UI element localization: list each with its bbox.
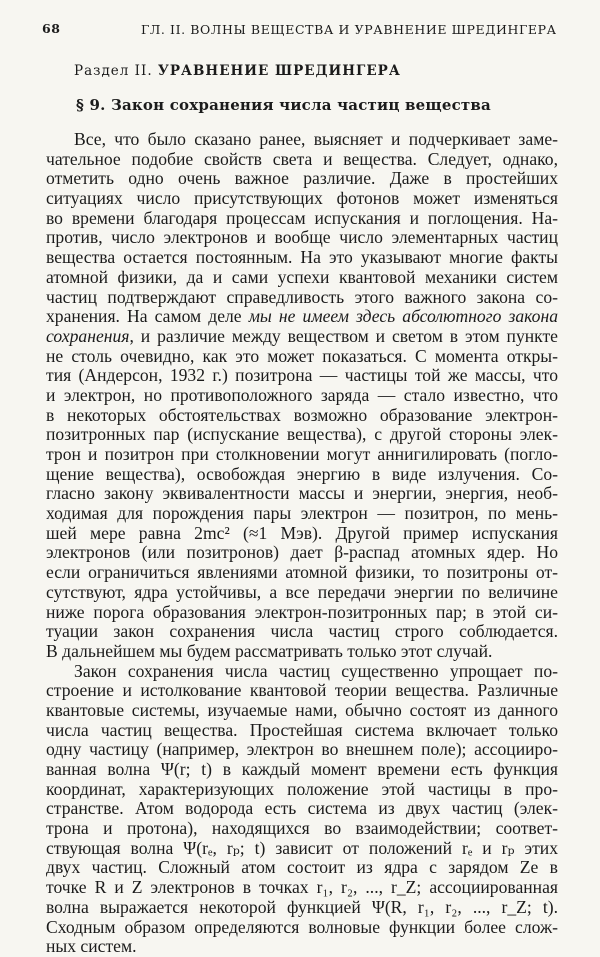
text-line — [46, 937, 558, 957]
page-number: 68 — [42, 21, 61, 36]
text-line-content: против, число электронов и вообще число элементарных частиц — [46, 228, 558, 248]
text-line — [46, 701, 558, 721]
text-line-content: ниже порога образования электрон-позитронных пар; в этой си- — [46, 602, 558, 622]
text-line — [46, 445, 558, 465]
text-line-content: гласно закону эквивалентности массы и энергии, энергия, необ- — [46, 484, 558, 504]
text-line — [46, 681, 558, 701]
text-line-content: хранения. На самом деле — [46, 307, 249, 327]
text-line — [46, 169, 558, 189]
text-line — [46, 465, 558, 485]
text-line-content: Сходным образом определяются волновые функции более слож- — [46, 917, 558, 937]
text-line — [46, 347, 558, 367]
text-line-content: вещества остается постоянным. На это указывают многие факты — [46, 248, 558, 268]
section-name: УРАВНЕНИЕ ШРЕДИНГЕРА — [157, 63, 401, 79]
text-line-content: не столь очевидно, как это может показаться. С момента откры- — [46, 346, 558, 366]
text-line-content: чательное подобие свойств света и вещества. Следует, однако, — [46, 149, 558, 169]
text-line-content: электронов (или позитронов) дает β-распад атомных ядер. Но — [46, 543, 558, 563]
text-line-content: ванная волна Ψ(r; t) в каждый момент времени есть функция — [46, 760, 558, 779]
text-line — [46, 248, 558, 268]
text-line — [46, 918, 558, 938]
text-line-content: щение вещества), освобождая энергию в виде излучения. Со- — [46, 464, 558, 484]
text-line — [46, 288, 558, 308]
section-heading — [74, 63, 401, 79]
text-line-content: Закон сохранения числа частиц существенно упрощает по- — [74, 661, 558, 681]
text-line-content: и электрон, но противоположного заряда — стало известно, что — [46, 385, 558, 405]
text-line — [46, 209, 558, 229]
text-line — [46, 603, 558, 623]
text-line — [46, 228, 558, 248]
text-line-content: строение и истолкование квантовой теории вещества. Различные — [46, 681, 558, 701]
text-line-content: двух частиц. Сложный атом состоит из ядра с зарядом Ze в — [46, 858, 558, 878]
running-header — [36, 21, 566, 39]
text-line-content: координат, характеризующих положение этой частицы в про- — [46, 779, 558, 799]
text-line-content: ситуациях число присутствующих фотонов может изменяться — [46, 189, 558, 209]
text-line-content: отметить одно очень важное различие. Даже в простейших — [46, 169, 558, 189]
text-line — [46, 622, 558, 642]
italic-emphasis: сохранения — [46, 326, 130, 346]
text-line — [46, 819, 558, 839]
text-line-content: тия (Андерсон, 1932 г.) позитрона — частицы той же массы, что — [46, 366, 558, 386]
text-line-content: частиц подтверждают справедливость этого важного закона со- — [46, 287, 558, 307]
text-line — [46, 799, 558, 819]
text-line-content: В дальнейшем мы будем рассматривать только этот случай. — [46, 641, 493, 661]
text-line-content: , и различие между веществом и светом в этом пункте — [129, 326, 558, 346]
text-line-content: точке R и Z электронов в точках r₁, r₂, ..., r_Z; ассоциированная — [46, 878, 558, 898]
italic-emphasis: мы не имеем здесь абсолютного закона — [248, 307, 558, 327]
text-line-content: одну частицу (например, электрон во внешнем поле); ассоцииро- — [46, 740, 558, 760]
text-line-content: ствующая волна Ψ(rₑ, rₚ; t) зависит от положений rₑ и rₚ этих — [46, 838, 558, 858]
text-line — [46, 484, 558, 504]
text-line — [46, 386, 558, 406]
text-line — [46, 858, 558, 878]
text-line — [46, 740, 558, 760]
text-line — [46, 642, 558, 662]
section-prefix: Раздел II. — [74, 63, 153, 79]
text-line — [46, 524, 558, 544]
text-line — [46, 662, 558, 682]
text-line — [46, 563, 558, 583]
text-line — [46, 366, 558, 386]
text-line — [46, 150, 558, 170]
text-line-content: если ограничиться явлениями атомной физики, то позитроны от- — [46, 563, 558, 583]
text-line-content: волна выражается некоторой функцией Ψ(R, r₁, r₂, ..., r_Z; t). — [46, 897, 558, 917]
text-line-content: сутствуют, ядра устойчивы, а все передачи энергии по величине — [46, 582, 558, 602]
text-line-content: странстве. Атом водорода есть система из двух частиц (элек- — [46, 799, 558, 819]
text-line — [46, 839, 558, 859]
running-title: ГЛ. II. ВОЛНЫ ВЕЩЕСТВА И УРАВНЕНИЕ ШРЕДИНГЕРА — [141, 22, 557, 37]
text-line — [46, 760, 558, 780]
text-line — [46, 130, 558, 150]
text-line — [46, 898, 558, 918]
text-line — [46, 268, 558, 288]
text-line — [46, 721, 558, 741]
text-line-content: туации закон сохранения числа частиц строго соблюдается. — [46, 622, 558, 642]
text-line — [46, 425, 558, 445]
text-line-content: атомной физики, да и сами успехи квантовой механики систем — [46, 267, 558, 287]
text-line-content: ных систем. — [46, 937, 137, 957]
text-line — [46, 878, 558, 898]
text-line-content: трона и протона), находящихся во взаимодействии; соответ- — [46, 819, 558, 839]
text-line — [46, 780, 558, 800]
text-line — [46, 327, 558, 347]
text-line — [46, 583, 558, 603]
text-line-content: Все, что было сказано ранее, выясняет и подчеркивает заме- — [74, 130, 558, 149]
text-line — [46, 504, 558, 524]
text-line — [46, 307, 558, 327]
text-line-content: шей мере равна 2mc² (≈1 Мэв). Другой пример испускания — [46, 523, 558, 543]
text-line — [46, 406, 558, 426]
text-line-content: числа частиц вещества. Простейшая система включает только — [46, 720, 558, 740]
text-line-content: позитронных пар (испускание вещества), с другой стороны элек- — [46, 425, 558, 445]
text-line-content: ходимая для порождения пары электрон — позитрон, по мень- — [46, 504, 558, 524]
text-line-content: квантовые системы, изучаемые нами, обычно состоят из данного — [46, 700, 558, 720]
text-line-content: в некоторых обстоятельствах возможно образование электрон- — [46, 405, 558, 425]
text-line-content: трон и позитрон при столкновении могут аннигилировать (погло- — [46, 445, 558, 464]
text-line — [46, 543, 558, 563]
paragraph-title: § 9. Закон сохранения числа частиц вещества — [76, 96, 491, 114]
text-line — [46, 189, 558, 209]
body-text — [46, 130, 558, 957]
text-line-content: во времени благодаря процессам испускания и поглощения. На- — [46, 208, 558, 228]
